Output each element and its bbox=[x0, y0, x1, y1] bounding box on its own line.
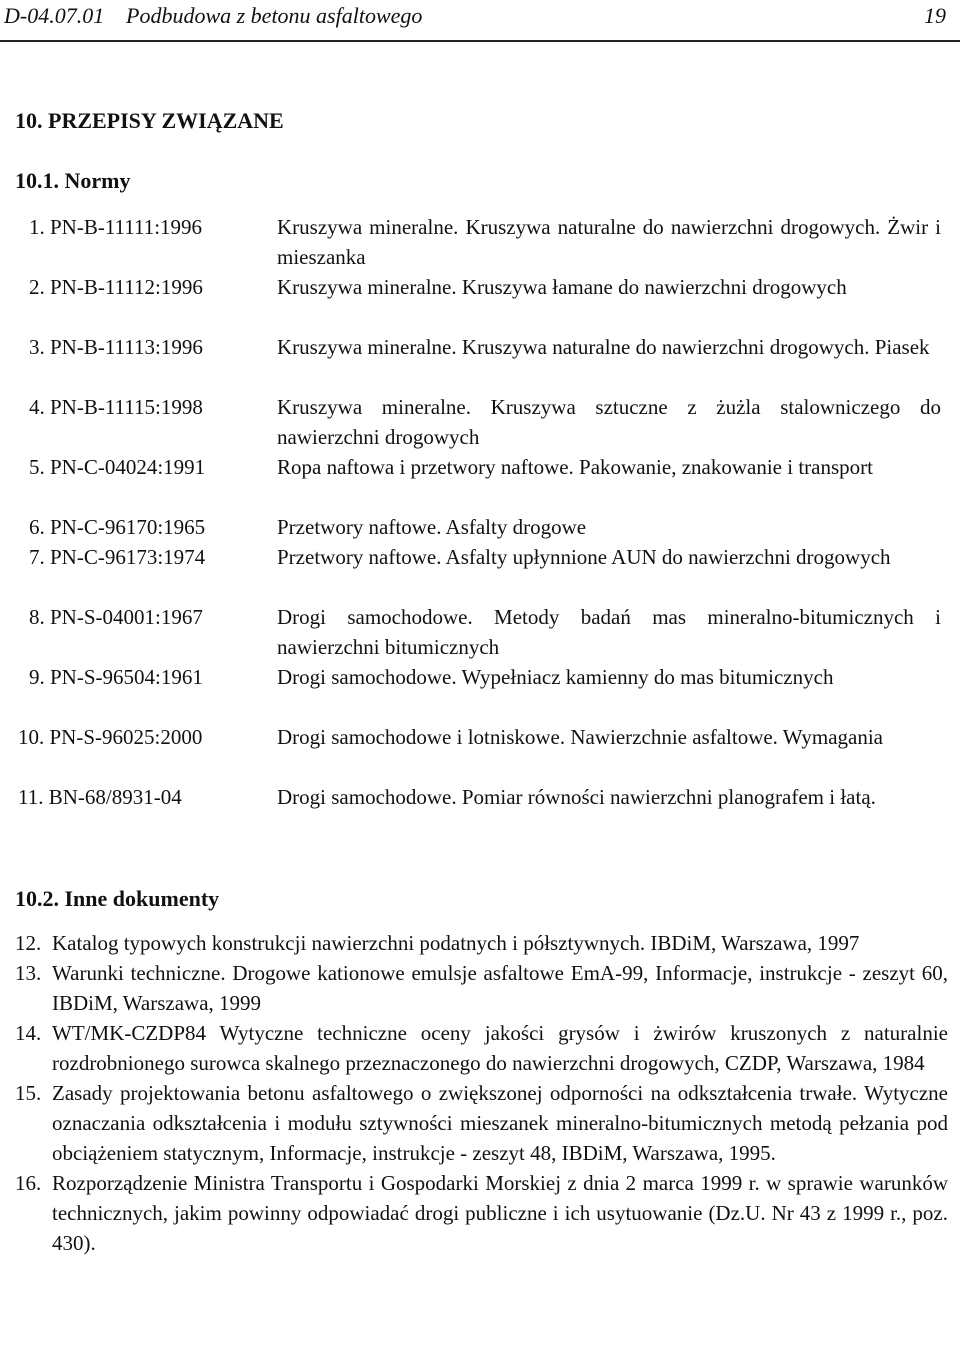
spec-title: Podbudowa z betonu asfaltowego bbox=[126, 3, 423, 28]
norm-code: 6. PN-C-96170:1965 bbox=[29, 515, 206, 539]
spec-code: D-04.07.01 bbox=[4, 3, 105, 28]
subsection-heading-norms: 10.1. Normy bbox=[15, 168, 131, 193]
header-divider bbox=[0, 40, 960, 42]
document-text: WT/MK-CZDP84 Wytyczne techniczne oceny jakości grysów i żwirów kruszonych z naturalnie rozdrobnionego surowca skalnego przeznaczonego do nawierzchni drogowych, CZDP, Warszawa, 1984 bbox=[52, 1021, 948, 1075]
norm-title: Drogi samochodowe. Metody badań mas mineralno-bitumicznych i nawierzchni bitumicznych bbox=[277, 605, 941, 659]
norm-title: Kruszywa mineralne. Kruszywa sztuczne z żużla stalowniczego do nawierzchni drogowych bbox=[277, 395, 941, 449]
norm-code: 10. PN-S-96025:2000 bbox=[18, 725, 203, 749]
norm-title: Ropa naftowa i przetwory naftowe. Pakowanie, znakowanie i transport bbox=[277, 455, 873, 479]
list-item bbox=[0, 602, 960, 662]
document-text: Katalog typowych konstrukcji nawierzchni podatnych i półsztywnych. IBDiM, Warszawa, 1997 bbox=[52, 931, 860, 955]
list-item bbox=[0, 928, 960, 958]
document-number: 14. bbox=[15, 1021, 42, 1045]
list-item bbox=[0, 212, 960, 272]
list-item bbox=[0, 1168, 960, 1258]
norm-title: Kruszywa mineralne. Kruszywa łamane do nawierzchni drogowych bbox=[277, 275, 847, 299]
norm-title: Kruszywa mineralne. Kruszywa naturalne do nawierzchni drogowych. Piasek bbox=[277, 335, 930, 359]
page-header bbox=[0, 4, 960, 38]
norm-title: Drogi samochodowe. Pomiar równości nawierzchni planografem i łatą. bbox=[277, 785, 876, 809]
norm-code: 8. PN-S-04001:1967 bbox=[29, 605, 203, 629]
norm-code: 7. PN-C-96173:1974 bbox=[29, 545, 206, 569]
documents-list bbox=[0, 928, 960, 1258]
document-text: Rozporządzenie Ministra Transportu i Gospodarki Morskiej z dnia 2 marca 1999 r. w sprawie warunków technicznych, jakim powinny odpowiadać drogi publiczne i ich usytuowanie (Dz.U. Nr 43 z 1999 r., poz. 430). bbox=[52, 1171, 948, 1255]
norm-title: Kruszywa mineralne. Kruszywa naturalne do nawierzchni drogowych. Żwir i mieszanka bbox=[277, 215, 941, 269]
list-item bbox=[0, 1018, 960, 1078]
document-number: 13. bbox=[15, 961, 42, 985]
subsection-heading-other-documents: 10.2. Inne dokumenty bbox=[15, 886, 220, 911]
list-item bbox=[0, 542, 960, 602]
norm-title: Drogi samochodowe i lotniskowe. Nawierzchnie asfaltowe. Wymagania bbox=[277, 725, 883, 749]
norm-code: 11. BN-68/8931-04 bbox=[18, 785, 182, 809]
list-item bbox=[0, 272, 960, 332]
list-item bbox=[0, 722, 960, 782]
list-item bbox=[0, 662, 960, 722]
norm-title: Drogi samochodowe. Wypełniacz kamienny do mas bitumicznych bbox=[277, 665, 834, 689]
list-item bbox=[0, 332, 960, 392]
norm-code: 5. PN-C-04024:1991 bbox=[29, 455, 206, 479]
norm-code: 9. PN-S-96504:1961 bbox=[29, 665, 203, 689]
list-item bbox=[0, 782, 960, 842]
list-item bbox=[0, 512, 960, 542]
list-item bbox=[0, 1078, 960, 1168]
norm-code: 1. PN-B-11111:1996 bbox=[29, 215, 203, 239]
section-heading: 10. PRZEPISY ZWIĄZANE bbox=[15, 108, 284, 133]
document-text: Zasady projektowania betonu asfaltowego o zwiększonej odporności na odkształcenia trwałe. Wytyczne oznaczania odkształcenia i modułu sztywności mieszanek mineralno-bitumicznych metodą pełzania pod obciążeniem statycznym, Informacje, instrukcje - zeszyt 48, IBDiM, Warszawa, 1995. bbox=[52, 1081, 948, 1165]
list-item bbox=[0, 392, 960, 452]
norm-title: Przetwory naftowe. Asfalty upłynnione AUN do nawierzchni drogowych bbox=[277, 545, 891, 569]
document-number: 16. bbox=[15, 1171, 42, 1195]
list-item bbox=[0, 452, 960, 512]
page-number: 19 bbox=[924, 3, 946, 28]
norm-title: Przetwory naftowe. Asfalty drogowe bbox=[277, 515, 587, 539]
document-number: 12. bbox=[15, 931, 42, 955]
norm-code: 3. PN-B-11113:1996 bbox=[29, 335, 203, 359]
document-number: 15. bbox=[15, 1081, 42, 1105]
norm-code: 2. PN-B-11112:1996 bbox=[29, 275, 203, 299]
norm-code: 4. PN-B-11115:1998 bbox=[29, 395, 203, 419]
norms-list bbox=[0, 212, 960, 842]
list-item bbox=[0, 958, 960, 1018]
document-text: Warunki techniczne. Drogowe kationowe emulsje asfaltowe EmA-99, Informacje, instrukcje - zeszyt 60, IBDiM, Warszawa, 1999 bbox=[52, 961, 948, 1015]
